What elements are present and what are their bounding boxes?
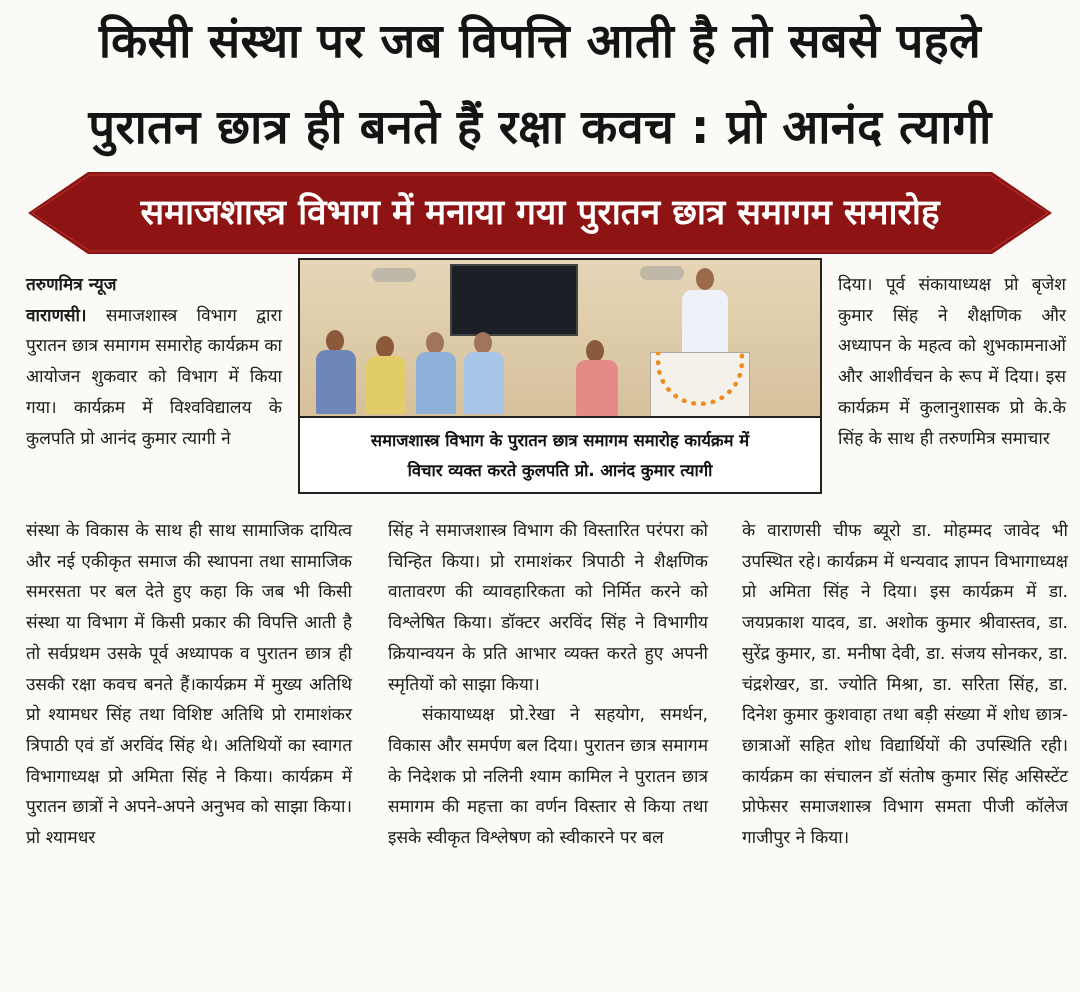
caption-line-1: समाजशास्त्र विभाग के पुरातन छात्र समागम समारोह कार्यक्रम में (370, 431, 750, 450)
article-column-3-bottom (742, 516, 1068, 854)
article-column-1-bottom (26, 516, 352, 854)
column-3-top-text: दिया। पूर्व संकायाध्यक्ष प्रो बृजेश कुमार सिंह ने शैक्षणिक और अध्यापन के महत्व को शुभकामनाओं और आशीर्वचन के रूप में दिया। इस कार्यक्रम में कुलानुशासक प्रो के.के सिंह के साथ ही तरुणमित्र समाचार (838, 275, 1066, 449)
column-1-bottom-text: संस्था के विकास के साथ ही साथ सामाजिक दायित्व और नई एकीकृत समाज की स्थापना तथा सामाजिक समरसता पर बल देते हुए कहा कि जब भी किसी संस्था या विभाग में किसी प्रकार की विपत्ति आती है तो सर्वप्रथम उसके पूर्व अध्यापक व पुरातन छात्र ही उसकी रक्षा कवच बनते हैं।कार्यक्रम में मुख्य अतिथि प्रो श्यामधर सिंह तथा विशिष्ट अतिथि प्रो रामाशंकर त्रिपाठी एवं डॉ अरविंद सिंह थे। अतिथियों का स्वागत विभागाध्यक्ष प्रो अमिता सिंह ने किया। कार्यक्रम में पुरातन छात्रों ने अपने-अपने अनुभव को साझा किया। प्रो श्यामधर (26, 521, 352, 849)
news-photo (298, 258, 822, 494)
article-column-3-top (838, 270, 1066, 454)
dateline: वाराणसी। (26, 305, 87, 326)
ceiling-fan (372, 268, 416, 282)
caption-line-2: विचार व्यक्त करते कुलपति प्रो. आनंद कुमार त्यागी (407, 461, 713, 480)
wall-screen (450, 264, 578, 336)
column-2-paragraph-2: संकायाध्यक्ष प्रो.रेखा ने सहयोग, समर्थन, विकास और समर्पण बल दिया। पुरातन छात्र समागम के निदेशक प्रो नलिनी श्याम कामिल ने पुरातन छात्र समागम की महत्ता का वर्णन विस्तार से किया तथा इसके स्वीकृत विश्लेषण को स्वीकारने पर बल (388, 705, 708, 849)
photo-caption (300, 416, 820, 492)
headline-line-1: किसी संस्था पर जब विपत्ति आती है तो सबसे पहले (98, 14, 982, 69)
column-3-bottom-text: के वाराणसी चीफ ब्यूरो डा. मोहम्मद जावेद भी उपस्थित रहे। कार्यक्रम में धन्यवाद ज्ञापन विभागाध्यक्ष प्रो अमिता सिंह ने दिया। इस कार्यक्रम में डा. जयप्रकाश यादव, डा. अशोक कुमार श्रीवास्तव, डा. सुरेंद्र कुमार, डा. मनीषा देवी, डा. संजय सोनकर, डा. चंद्रशेखर, डा. ज्योति मिश्रा, डा. सरिता सिंह, डा. दिनेश कुमार कुशवाहा तथा बड़ी संख्या में शोध छात्र-छात्राओं सहित शोध विद्यार्थियों की उपस्थिति रही। कार्यक्रम का संचालन डॉ संतोष कुमार सिंह असिस्टेंट प्रोफेसर समाजशास्त्र विभाग समता पीजी कॉलेज गाजीपुर ने किया। (742, 521, 1068, 849)
column-2-paragraph-1: सिंह ने समाजशास्त्र विभाग की विस्तारित परंपरा को चिन्हित किया। प्रो रामाशंकर त्रिपाठी ने शैक्षणिक वातावरण की व्यावहारिकता को निर्मित करने को विश्लेषित किया। डॉक्टर अरविंद सिंह ने विभागीय क्रियान्वयन के प्रति आभार व्यक्त करते हुए अपनी स्मृतियों को साझा किया। (388, 521, 708, 695)
article-column-2 (388, 516, 708, 854)
subheadline-text: समाजशास्त्र विभाग में मनाया गया पुरातन छात्र समागम समारोह (140, 193, 940, 233)
column-1-intro (26, 301, 282, 455)
byline: तरुणमित्र न्यूज (26, 275, 117, 295)
headline-line-2: पुरातन छात्र ही बनते हैं रक्षा कवच : प्रो आनंद त्यागी (88, 100, 992, 155)
ceiling-fan (640, 266, 684, 280)
article-column-1-top (26, 270, 282, 454)
subheadline-banner (28, 172, 1052, 254)
column-1-top-text: समाजशास्त्र विभाग द्वारा पुरातन छात्र समागम समारोह कार्यक्रम का आयोजन शुकवार को विभाग में किया गया। कार्यक्रम में विश्वविद्यालय के कुलपति प्रो आनंद कुमार त्यागी ने (26, 305, 282, 449)
